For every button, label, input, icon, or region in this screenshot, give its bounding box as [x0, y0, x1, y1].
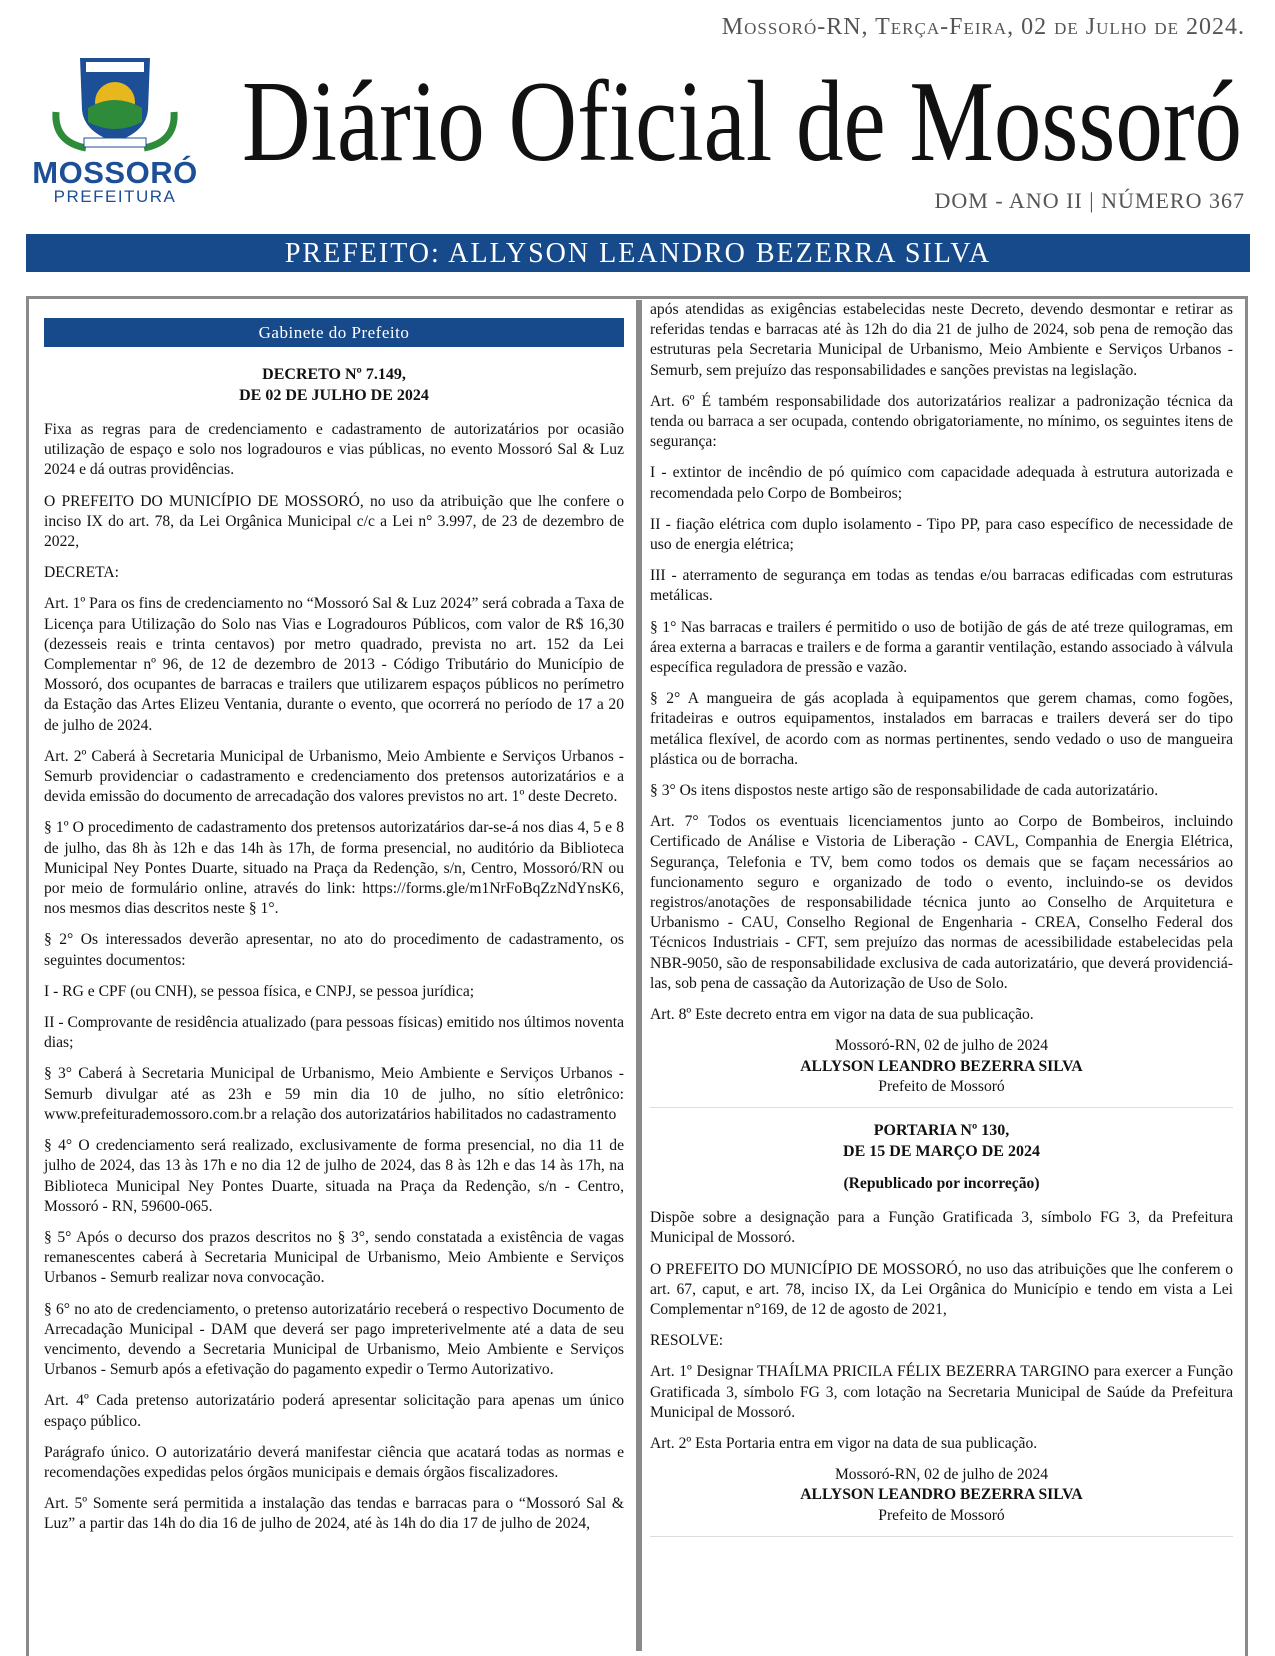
paragraph: Art. 2º Esta Portaria entra em vigor na data de sua publicação. [650, 1434, 1038, 1452]
paragraph: § 3° Os itens dispostos neste artigo são de responsabilidade de cada autorizatário. [650, 782, 1159, 800]
paragraph: § 5° Após o decurso dos prazos descritos no § 3°, sendo constatada a existência de vagas remanescentes caberá à Secretaria Municipal de Urbanismo, Meio Ambiente e Serviços Urbanos - Semurb realizar nova convocação. [44, 1228, 624, 1287]
decree-signature: Mossoró-RN, 02 de julho de 2024 ALLYSON LEANDRO BEZERRA SILVA Prefeito de Mossoró [650, 1036, 1233, 1097]
paragraph: DECRETA: [44, 564, 119, 582]
paragraph: § 2° A mangueira de gás acoplada à equipamentos que gerem chamas, como fogões, fritadeiras e outros equipamentos, instalados em barracas e trailers deverá ser do tipo metálica flexível, de acordo com as normas pertinentes, sendo vedado o uso de mangueira plástica ou de borracha. [650, 690, 1233, 768]
paragraph: Parágrafo único. O autorizatário deverá manifestar ciência que acatará todas as normas e recomendações expedidas pelos órgãos municipais e demais órgãos fiscalizadores. [44, 1443, 624, 1481]
logo-subtitle: PREFEITURA [53, 187, 177, 206]
column-divider [636, 300, 642, 1651]
paragraph: III - aterramento de segurança em todas as tendas e/ou barracas edificadas com estruturas metálicas. [650, 567, 1233, 605]
prefeitura-logo [26, 52, 204, 206]
paragraph: Art. 2º Caberá à Secretaria Municipal de Urbanismo, Meio Ambiente e Serviços Urbanos - Semurb providenciar o cadastramento e credenciamento dos pretensos autorizatários e a devida emissão do documento de arrecadação dos valores previstos no art. 1º deste Decreto. [44, 747, 624, 806]
publication-date: Mossoró-RN, Terça-Feira, 02 de Julho de 2024. [721, 14, 1245, 40]
left-column [44, 300, 624, 1546]
portaria-note: (Republicado por incorreção) [843, 1174, 1040, 1192]
paragraph: I - extintor de incêndio de pó químico com capacidade adequada à estrutura autorizada e recomendada pelo Corpo de Bombeiros; [650, 464, 1233, 502]
paragraph: após atendidas as exigências estabelecidas neste Decreto, devendo desmontar e retirar as referidas tendas e barracas até às 12h do dia 21 de julho de 2024, sob pena de remoção das estruturas pela Secretaria Municipal de Urbanismo, Meio Ambiente e Serviços Urbanos - Semurb, sem prejuízo das responsabilidades e sanções previstas na legislação. [650, 301, 1233, 379]
paragraph: § 1º O procedimento de cadastramento dos pretensos autorizatários dar-se-á nos dias 4, 5 e 8 de julho, das 8h às 12h e das 14h às 17h, de forma presencial, no auditório da Biblioteca Municipal Ney Pontes Duarte, situado na Praça da Redenção, s/n, Centro, Mossoró/RN ou por meio de formulário online, através do link: https://forms.gle/m1NrFoBqZzNdYnsK6, nos mesmos dias descritos neste § 1°. [44, 819, 624, 918]
right-column [650, 300, 1233, 1549]
edition-number: DOM - ANO II | NÚMERO 367 [934, 188, 1245, 213]
paragraph: II - Comprovante de residência atualizado (para pessoas físicas) emitido nos últimos noventa dias; [44, 1014, 624, 1052]
paragraph: Art. 7° Todos os eventuais licenciamentos junto ao Corpo de Bombeiros, incluindo Certificado de Análise e Vistoria de Liberação - CAVL, Companhia de Energia Elétrica, Segurança, Telefonia e TV, bem como todos os demais que se façam necessários ao funcionamento seguro e organizado de todo o evento, incluindo-se os devidos registros/anotações de responsabilidade técnica junto ao Conselho de Arquitetura e Urbanismo - CAU, Conselho Regional de Engenharia - CREA, Conselho Federal dos Técnicos Industriais - CFT, sem prejuízo das normas de acessibilidade estabelecidas pela NBR-9050, são de responsabilidade exclusiva de cada autorizatário, que deverá providenciá-las, sob pena de cassação da Autorização de Uso de Solo. [650, 813, 1233, 992]
signer-name: ALLYSON LEANDRO BEZERRA SILVA [800, 1486, 1083, 1504]
paragraph: Dispõe sobre a designação para a Função Gratificada 3, símbolo FG 3, da Prefeitura Municipal de Mossoró. [650, 1209, 1233, 1247]
logo-wordmark: MOSSORÓ [32, 155, 198, 190]
paragraph: Art. 1º Para os fins de credenciamento no “Mossoró Sal & Luz 2024” será cobrada a Taxa de Licença para Utilização do Solo nas Vias e Logradouros Públicos, com valor de R$ 16,30 (dezesseis reais e trinta centavos) por metro quadrado, prevista no art. 152 da Lei Complementar nº 96, de 12 de dezembro de 2013 - Código Tributário do Município de Mossoró, dos ocupantes de barracas e trailers que utilizarem espaços públicos no perímetro da Estação das Artes Elizeu Ventania, durante o evento, que ocorrerá no período de 17 a 20 de julho de 2024. [44, 595, 624, 734]
paragraph: § 2° Os interessados deverão apresentar, no ato do procedimento de cadastramento, os seguintes documentos: [44, 931, 624, 969]
paragraph: II - fiação elétrica com duplo isolamento - Tipo PP, para caso específico de necessidade de uso de energia elétrica; [650, 515, 1233, 554]
paragraph: Fixa as regras para de credenciamento e cadastramento de autorizatários por ocasião utilização de espaço e solo nos logradouros e vias públicas, no evento Mossoró Sal & Luz 2024 e dá outras providências. [44, 421, 624, 479]
paragraph: Art. 5º Somente será permitida a instalação das tendas e barracas para o “Mossoró Sal & Luz” a partir das 14h do dia 16 de julho de 2024, até às 14h do dia 17 de julho de 2024, [44, 1495, 624, 1533]
separator [650, 1536, 1233, 1537]
mayor-banner: PREFEITO: ALLYSON LEANDRO BEZERRA SILVA [26, 234, 1250, 272]
section-heading: Gabinete do Prefeito [44, 318, 624, 347]
paragraph: Art. 6º É também responsabilidade dos autorizatários realizar a padronização técnica da tenda ou barraca a ser ocupada, contendo obrigatoriamente, no mínimo, os seguintes itens de segurança: [650, 392, 1233, 451]
city-seal-icon [26, 52, 204, 156]
portaria-title: PORTARIA Nº 130, DE 15 DE MARÇO DE 2024 [843, 1121, 1040, 1160]
decree-continuation [650, 300, 1233, 1025]
paragraph: Art. 4º Cada pretenso autorizatário poderá apresentar solicitação para apenas um único espaço público. [44, 1392, 624, 1430]
paragraph: § 1° Nas barracas e trailers é permitido o uso de botijão de gás de até treze quilogramas, em área externa a barracas e trailers e de forma a garantir ventilação, estando associado à válvula específica reguladora de pressão e vazão. [650, 618, 1233, 677]
masthead-title [230, 40, 1255, 190]
paragraph: § 6° no ato de credenciamento, o pretenso autorizatário receberá o respectivo Documento de Arrecadação Municipal - DAM que deverá ser pago impreterivelmente até a data de seu vencimento, devendo a Secretaria Municipal de Urbanismo, Meio Ambiente e Serviços Urbanos - Semurb após a efetivação do pagamento expedir o Termo Autorizativo. [44, 1300, 624, 1379]
signer-name: ALLYSON LEANDRO BEZERRA SILVA [800, 1057, 1083, 1075]
portaria-body [650, 1208, 1233, 1454]
paragraph: O PREFEITO DO MUNICÍPIO DE MOSSORÓ, no uso das atribuições que lhe conferem o art. 67, caput, e art. 78, inciso IX, da Lei Orgânica do Município e tendo em vista a Lei Complementar n°169, de 12 de agosto de 2021, [650, 1260, 1233, 1318]
portaria-signature: Mossoró-RN, 02 de julho de 2024 ALLYSON LEANDRO BEZERRA SILVA Prefeito de Mossoró [650, 1465, 1233, 1526]
paragraph: § 3° Caberá à Secretaria Municipal de Urbanismo, Meio Ambiente e Serviços Urbanos - Semurb divulgar até as 23h e 59 min dia 10 de julho, no sítio eletrônico: www.prefeiturademossoro.com.br a relação dos autorizatários habilitados no cadastramento [44, 1065, 624, 1123]
decree-body [44, 420, 624, 1535]
masthead-text: Diário Oficial de Mossoró [242, 58, 1242, 186]
decree-title: DECRETO Nº 7.149, DE 02 DE JULHO DE 2024 [239, 366, 429, 404]
paragraph: O PREFEITO DO MUNICÍPIO DE MOSSORÓ, no uso da atribuição que lhe confere o inciso IX do art. 78, da Lei Orgânica Municipal c/c a Lei n° 3.997, de 23 de dezembro de 2022, [44, 492, 624, 551]
paragraph: I - RG e CPF (ou CNH), se pessoa física, e CNPJ, se pessoa jurídica; [44, 982, 475, 1000]
signer-role: Prefeito de Mossoró [878, 1077, 1005, 1095]
paragraph: Art. 1º Designar THAÍLMA PRICILA FÉLIX BEZERRA TARGINO para exercer a Função Gratificada 3, símbolo FG 3, com lotação na Secretaria Municipal de Saúde da Prefeitura Municipal de Mossoró. [650, 1363, 1233, 1421]
paragraph: RESOLVE: [650, 1332, 724, 1350]
paragraph: § 4° O credenciamento será realizado, exclusivamente de forma presencial, no dia 11 de julho de 2024, das 13 às 17h e no dia 12 de julho de 2024, das 8 às 12h e das 14 às 17h, na Biblioteca Municipal Ney Pontes Duarte, situada na Praça da Redenção, s/n - Centro, Mossoró - RN, 59600-065. [44, 1137, 624, 1215]
separator [650, 1107, 1233, 1108]
paragraph: Art. 8º Este decreto entra em vigor na data de sua publicação. [650, 1006, 1034, 1024]
signer-role: Prefeito de Mossoró [878, 1506, 1005, 1524]
